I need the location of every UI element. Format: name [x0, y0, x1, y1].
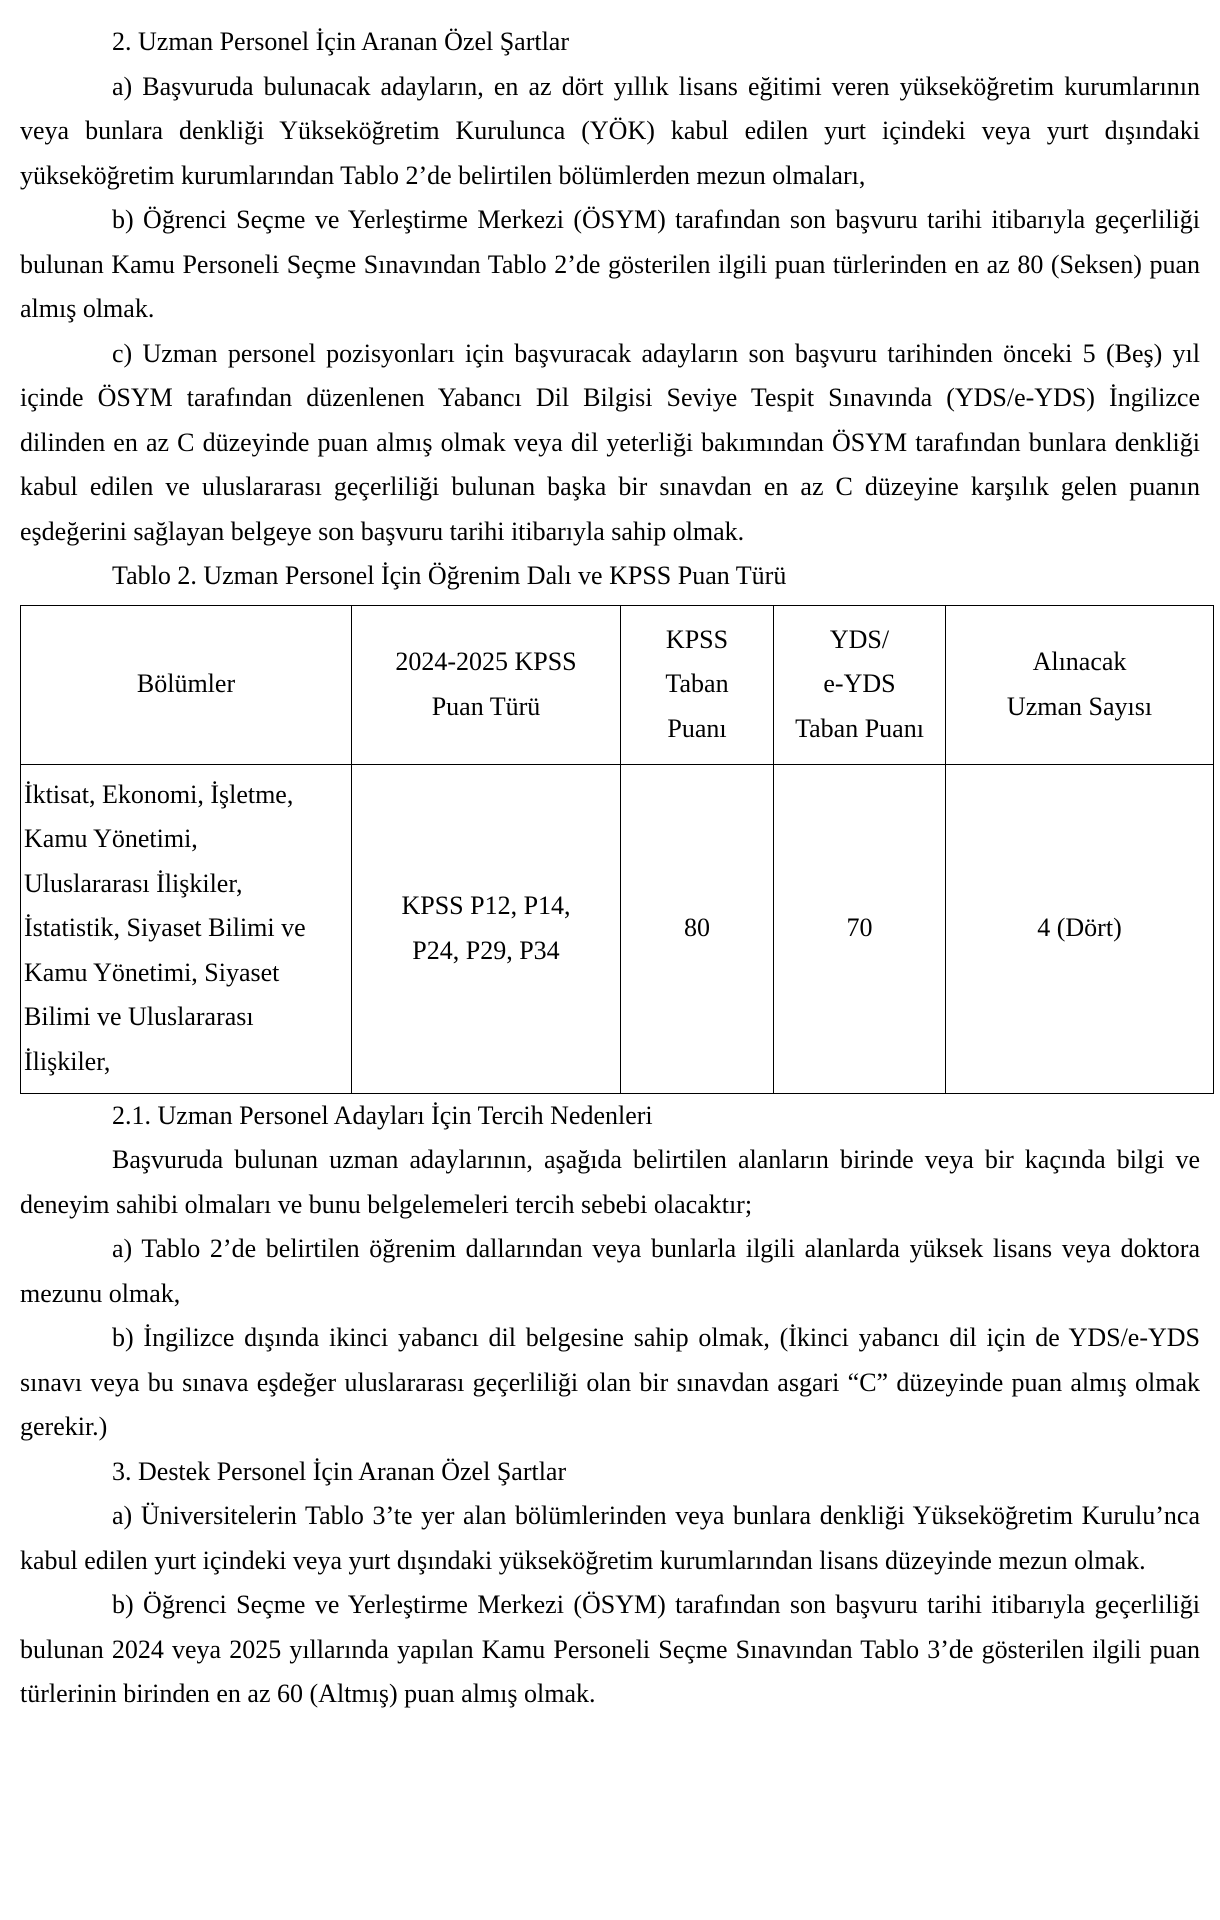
section-3-heading: 3. Destek Personel İçin Aranan Özel Şartlar [112, 1456, 567, 1486]
header-score-type: 2024-2025 KPSS Puan Türü [352, 605, 621, 764]
cell-score-types: KPSS P12, P14, P24, P29, P34 [352, 764, 621, 1093]
header-kpss-min: KPSS Taban Puanı [621, 605, 774, 764]
header-count: Alınacak Uzman Sayısı [946, 605, 1214, 764]
section-2-item-a: a) Başvuruda bulunacak adayların, en az dört yıllık lisans eğitimi veren yükseköğretim kurumlarının veya bunlara denkliği Yükseköğretim Kurulunca (YÖK) kabul edilen yurt içindeki veya yurt dışındaki yükseköğretim kurumlarından Tablo 2’de belirtilen bölümlerden mezun olmaları, [20, 71, 1200, 190]
section-2-item-b: b) Öğrenci Seçme ve Yerleştirme Merkezi (ÖSYM) tarafından son başvuru tarihi itibarıyla geçerliliği bulunan Kamu Personeli Seçme Sınavından Tablo 2’de gösterilen ilgili puan türlerinden en az 80 (Seksen) puan almış olmak. [20, 205, 1200, 323]
table-2 [20, 605, 1214, 1094]
table-row [21, 764, 1214, 1093]
section-3-item-a: a) Üniversitelerin Tablo 3’te yer alan bölümlerinden veya bunlara denkliği Yükseköğretim Kurulu’nca kabul edilen yurt içindeki veya yurt dışındaki yükseköğretim kurumlarından lisans düzeyinde mezun olmak. [20, 1501, 1200, 1575]
section-2-heading: 2. Uzman Personel İçin Aranan Özel Şartlar [112, 27, 570, 56]
section-3-item-b: b) Öğrenci Seçme ve Yerleştirme Merkezi (ÖSYM) tarafından son başvuru tarihi itibarıyla geçerliliği bulunan 2024 veya 2025 yıllarında yapılan Kamu Personeli Seçme Sınavından Tablo 3’de gösterilen ilgili puan türlerinin birinden en az 60 (Altmış) puan almış olmak. [20, 1590, 1200, 1708]
cell-count: 4 (Dört) [946, 764, 1214, 1093]
cell-yds-min: 70 [774, 764, 946, 1093]
section-2-1-item-b: b) İngilizce dışında ikinci yabancı dil belgesine sahip olmak, (İkinci yabancı dil için de YDS/e-YDS sınavı veya bu sınava eşdeğer uluslararası geçerliliği olan bir sınavdan asgari “C” düzeyinde puan almış olmak gerekir.) [20, 1323, 1200, 1441]
section-2-1-heading: 2.1. Uzman Personel Adayları İçin Tercih Nedenleri [112, 1100, 653, 1130]
section-2-item-c: c) Uzman personel pozisyonları için başvuracak adayların son başvuru tarihinden önceki 5 (Beş) yıl içinde ÖSYM tarafından düzenlenen Yabancı Dil Bilgisi Seviye Tespit Sınavında (YDS/e-YDS) İngilizce dilinden en az C düzeyinde puan almış olmak veya dil yeterliği bakımından ÖSYM tarafından bunlara denkliği kabul edilen ve uluslararası geçerliliği bulunan başka bir sınavdan en az C düzeyine karşılık gelen puanın eşdeğerini sağlayan belgeye son başvuru tarihi itibarıyla sahip olmak. [20, 338, 1200, 546]
header-yds-min: YDS/ e-YDS Taban Puanı [774, 605, 946, 764]
section-2-1-item-a: a) Tablo 2’de belirtilen öğrenim dallarından veya bunlarla ilgili alanlarda yüksek lisans veya doktora mezunu olmak, [20, 1234, 1200, 1308]
table-header-row [21, 605, 1214, 764]
section-2-1-intro: Başvuruda bulunan uzman adaylarının, aşağıda belirtilen alanların birinde veya bir kaçında bilgi ve deneyim sahibi olmaları ve bunu belgelemeleri tercih sebebi olacaktır; [20, 1145, 1200, 1219]
header-departments: Bölümler [21, 605, 352, 764]
cell-kpss-min: 80 [621, 764, 774, 1093]
cell-departments: İktisat, Ekonomi, İşletme, Kamu Yönetimi, Uluslararası İlişkiler, İstatistik, Siyaset Bilimi ve Kamu Yönetimi, Siyaset Bilimi ve Uluslararası İlişkiler, [21, 764, 352, 1093]
table-2-caption: Tablo 2. Uzman Personel İçin Öğrenim Dalı ve KPSS Puan Türü [112, 561, 787, 590]
